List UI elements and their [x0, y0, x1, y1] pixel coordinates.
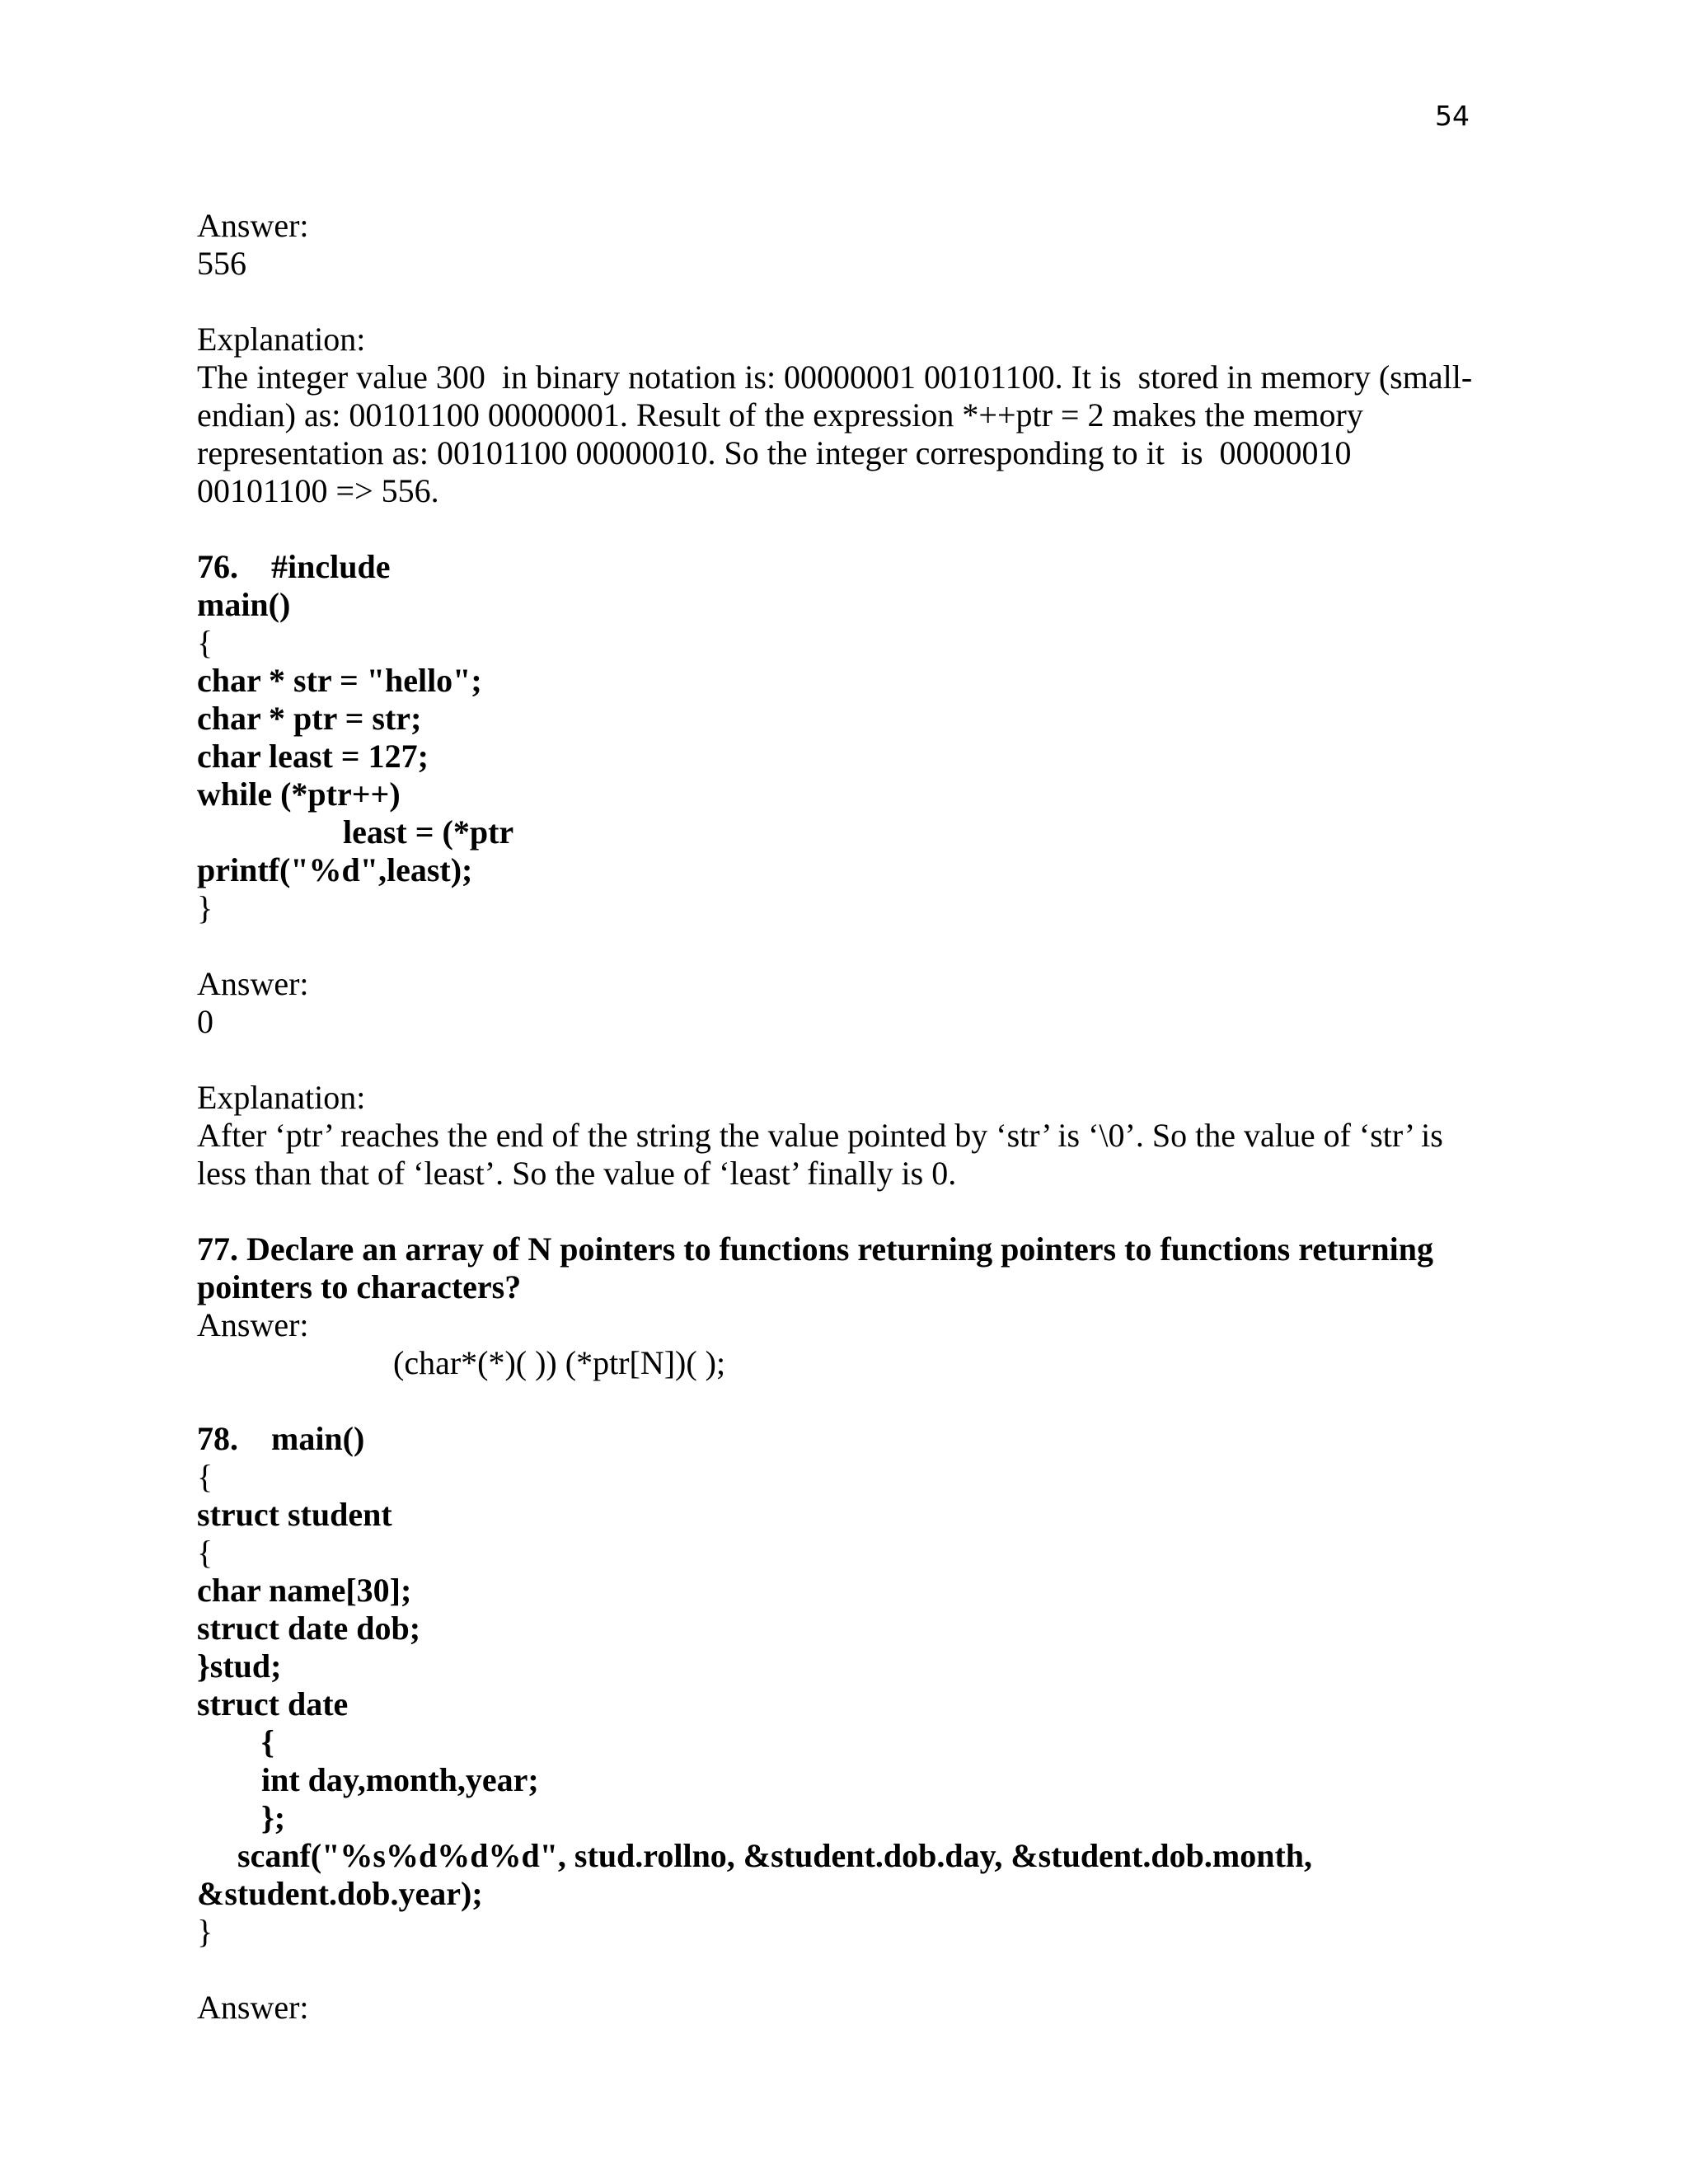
- code-line: int day,month,year;: [261, 1761, 539, 1798]
- spacer: [197, 1951, 1499, 1989]
- explanation-label: Explanation:: [197, 1079, 366, 1116]
- code-line: char least = 127;: [197, 738, 429, 775]
- spacer: [197, 283, 1499, 321]
- spacer: [197, 1193, 1499, 1230]
- code-line: &student.dob.year);: [197, 1875, 483, 1912]
- explanation-line: The integer value 300 in binary notation is: 00000001 00101100. It is stored in memory (small-: [197, 359, 1473, 396]
- code-line: char * ptr = str;: [197, 700, 422, 737]
- explanation-label: Explanation:: [197, 321, 366, 358]
- code-line: main(): [197, 586, 291, 623]
- answer-value: 556: [197, 245, 246, 282]
- answer-label: Answer:: [197, 207, 309, 244]
- code-line: struct date: [197, 1685, 349, 1722]
- question-77-heading: 77. Declare an array of N pointers to functions returning pointers to functions returning: [197, 1230, 1433, 1268]
- code-line: }stud;: [197, 1647, 282, 1685]
- code-line: {: [197, 624, 213, 661]
- question-78-heading: 78. main(): [197, 1420, 365, 1457]
- answer-label: Answer:: [197, 1989, 309, 2026]
- code-line: least = (*ptr: [343, 813, 514, 851]
- spacer: [197, 510, 1499, 548]
- document-body: [197, 207, 1499, 2027]
- code-line: {: [197, 1458, 213, 1495]
- code-line: char * str = "hello";: [197, 662, 482, 699]
- answer-value: (char*(*)( )) (*ptr[N])( );: [393, 1344, 726, 1381]
- spacer: [197, 927, 1499, 965]
- code-line: }: [197, 1913, 213, 1950]
- answer-label: Answer:: [197, 1306, 309, 1343]
- code-line: scanf("%s%d%d%d", stud.rollno, &student.dob.day, &student.dob.month,: [237, 1837, 1313, 1874]
- explanation-line: representation as: 00101100 00000010. So the integer corresponding to it is 00000010: [197, 434, 1352, 471]
- question-77-heading: pointers to characters?: [197, 1268, 522, 1305]
- code-line: {: [197, 1534, 213, 1571]
- code-line: char name[30];: [197, 1572, 412, 1609]
- code-line: struct student: [197, 1496, 392, 1533]
- explanation-line: 00101100 => 556.: [197, 472, 439, 509]
- spacer: [197, 1382, 1499, 1420]
- explanation-line: less than that of ‘least’. So the value of ‘least’ finally is 0.: [197, 1155, 957, 1192]
- answer-value: 0: [197, 1003, 213, 1040]
- spacer: [197, 1041, 1499, 1079]
- answer-label: Answer:: [197, 965, 309, 1002]
- code-line: };: [261, 1799, 286, 1836]
- page-number: 54: [1435, 100, 1470, 132]
- explanation-line: endian) as: 00101100 00000001. Result of the expression *++ptr = 2 makes the memory: [197, 396, 1363, 434]
- explanation-line: After ‘ptr’ reaches the end of the string the value pointed by ‘str’ is ‘\0’. So the value of ‘str’ is: [197, 1117, 1443, 1154]
- question-76-heading: 76. #include: [197, 548, 391, 585]
- code-line: while (*ptr++): [197, 776, 401, 813]
- code-line: struct date dob;: [197, 1610, 421, 1647]
- code-line: {: [261, 1723, 274, 1760]
- code-line: }: [197, 889, 213, 926]
- code-line: printf("%d",least);: [197, 851, 473, 888]
